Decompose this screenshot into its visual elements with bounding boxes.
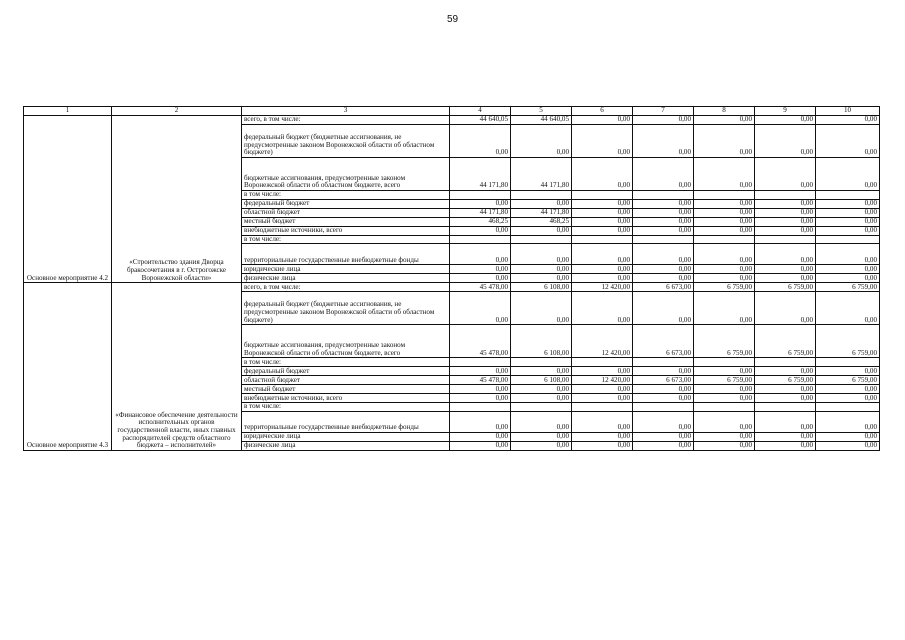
amount-cell-col-6: 0,00	[572, 116, 633, 125]
amount-cell-col-7	[633, 403, 694, 412]
amount-cell-col-5: 0,00	[511, 274, 572, 283]
amount-cell-col-10	[816, 358, 880, 367]
amount-cell-col-4: 0,00	[450, 367, 511, 376]
activity-name-cell: Основное мероприятие 4.2	[24, 116, 112, 283]
column-header-7: 7	[633, 107, 694, 116]
amount-cell-col-4: 0,00	[450, 385, 511, 394]
amount-cell-col-6: 12 420,00	[572, 325, 633, 358]
amount-cell-col-4: 44 640,05	[450, 116, 511, 125]
column-header-6: 6	[572, 107, 633, 116]
amount-cell-col-9: 0,00	[755, 394, 816, 403]
funding-source-cell: территориальные государственные внебюджетные фонды	[242, 244, 450, 265]
activity-title-cell: «Строительство здания Дворца бракосочетания в г. Острогожске Воронежской области»	[112, 116, 242, 283]
amount-cell-col-9	[755, 358, 816, 367]
amount-cell-col-7: 0,00	[633, 226, 694, 235]
column-header-9: 9	[755, 107, 816, 116]
amount-cell-col-7: 0,00	[633, 217, 694, 226]
amount-cell-col-5: 0,00	[511, 367, 572, 376]
amount-cell-col-8: 0,00	[694, 244, 755, 265]
amount-cell-col-4: 44 171,80	[450, 208, 511, 217]
amount-cell-col-9: 0,00	[755, 441, 816, 450]
amount-cell-col-5: 0,00	[511, 199, 572, 208]
amount-cell-col-8: 0,00	[694, 217, 755, 226]
amount-cell-col-5: 44 171,80	[511, 208, 572, 217]
amount-cell-col-5: 468,25	[511, 217, 572, 226]
amount-cell-col-7: 0,00	[633, 441, 694, 450]
amount-cell-col-5	[511, 358, 572, 367]
amount-cell-col-8: 0,00	[694, 274, 755, 283]
amount-cell-col-7: 6 673,00	[633, 325, 694, 358]
amount-cell-col-9: 0,00	[755, 432, 816, 441]
amount-cell-col-10: 0,00	[816, 226, 880, 235]
amount-cell-col-6: 0,00	[572, 265, 633, 274]
amount-cell-col-6: 0,00	[572, 441, 633, 450]
amount-cell-col-4: 45 478,00	[450, 325, 511, 358]
amount-cell-col-10: 0,00	[816, 367, 880, 376]
amount-cell-col-8: 0,00	[694, 394, 755, 403]
amount-cell-col-6: 12 420,00	[572, 376, 633, 385]
amount-cell-col-8: 6 759,00	[694, 325, 755, 358]
amount-cell-col-7: 6 673,00	[633, 376, 694, 385]
amount-cell-col-5: 0,00	[511, 226, 572, 235]
amount-cell-col-4: 0,00	[450, 432, 511, 441]
funding-source-cell: областной бюджет	[242, 208, 450, 217]
amount-cell-col-10: 0,00	[816, 208, 880, 217]
amount-cell-col-9	[755, 191, 816, 200]
amount-cell-col-4: 44 171,80	[450, 158, 511, 191]
amount-cell-col-8: 0,00	[694, 265, 755, 274]
amount-cell-col-10: 0,00	[816, 292, 880, 325]
funding-source-cell: физические лица	[242, 274, 450, 283]
amount-cell-col-5: 6 108,00	[511, 376, 572, 385]
funding-source-cell: юридические лица	[242, 432, 450, 441]
amount-cell-col-5: 0,00	[511, 244, 572, 265]
amount-cell-col-5: 0,00	[511, 385, 572, 394]
column-header-1: 1	[24, 107, 112, 116]
amount-cell-col-7: 0,00	[633, 125, 694, 158]
header-row	[24, 107, 880, 116]
amount-cell-col-10: 0,00	[816, 432, 880, 441]
amount-cell-col-9: 0,00	[755, 367, 816, 376]
amount-cell-col-5	[511, 403, 572, 412]
amount-cell-col-4: 468,25	[450, 217, 511, 226]
funding-source-cell: областной бюджет	[242, 376, 450, 385]
amount-cell-col-4	[450, 358, 511, 367]
amount-cell-col-5: 0,00	[511, 125, 572, 158]
funding-source-cell: в том числе:	[242, 403, 450, 412]
table-row	[24, 116, 880, 125]
column-header-4: 4	[450, 107, 511, 116]
amount-cell-col-7: 0,00	[633, 432, 694, 441]
page-number: 59	[446, 14, 459, 25]
amount-cell-col-6: 0,00	[572, 199, 633, 208]
funding-source-cell: бюджетные ассигнования, предусмотренные законом Воронежской области об областном бюджете, всего	[242, 158, 450, 191]
amount-cell-col-10: 0,00	[816, 441, 880, 450]
amount-cell-col-4: 0,00	[450, 244, 511, 265]
amount-cell-col-9: 6 759,00	[755, 283, 816, 292]
amount-cell-col-7: 0,00	[633, 208, 694, 217]
funding-source-cell: местный бюджет	[242, 217, 450, 226]
amount-cell-col-6: 0,00	[572, 217, 633, 226]
amount-cell-col-9: 0,00	[755, 199, 816, 208]
amount-cell-col-4: 0,00	[450, 292, 511, 325]
amount-cell-col-7: 6 673,00	[633, 283, 694, 292]
amount-cell-col-6: 0,00	[572, 125, 633, 158]
amount-cell-col-5	[511, 191, 572, 200]
amount-cell-col-8: 0,00	[694, 432, 755, 441]
amount-cell-col-10	[816, 235, 880, 244]
amount-cell-col-7: 0,00	[633, 385, 694, 394]
amount-cell-col-10: 0,00	[816, 411, 880, 432]
funding-source-cell: в том числе:	[242, 191, 450, 200]
amount-cell-col-8: 6 759,00	[694, 376, 755, 385]
amount-cell-col-8: 0,00	[694, 199, 755, 208]
amount-cell-col-6: 0,00	[572, 394, 633, 403]
amount-cell-col-6: 12 420,00	[572, 283, 633, 292]
amount-cell-col-8: 0,00	[694, 292, 755, 325]
amount-cell-col-8: 0,00	[694, 226, 755, 235]
amount-cell-col-7	[633, 235, 694, 244]
amount-cell-col-7: 0,00	[633, 265, 694, 274]
amount-cell-col-8: 0,00	[694, 441, 755, 450]
amount-cell-col-7: 0,00	[633, 394, 694, 403]
amount-cell-col-6: 0,00	[572, 292, 633, 325]
column-header-2: 2	[112, 107, 242, 116]
amount-cell-col-7: 0,00	[633, 274, 694, 283]
funding-source-cell: в том числе:	[242, 235, 450, 244]
amount-cell-col-8: 0,00	[694, 116, 755, 125]
amount-cell-col-8	[694, 235, 755, 244]
amount-cell-col-4: 45 478,00	[450, 283, 511, 292]
amount-cell-col-4: 0,00	[450, 199, 511, 208]
amount-cell-col-10: 0,00	[816, 385, 880, 394]
amount-cell-col-5: 0,00	[511, 292, 572, 325]
amount-cell-col-8	[694, 358, 755, 367]
amount-cell-col-8	[694, 191, 755, 200]
activity-title-cell: «Финансовое обеспечение деятельности исполнительных органов государственной власти, иных главных распорядителей средств областного бюджета – исполнителей»	[112, 283, 242, 451]
amount-cell-col-5: 44 171,80	[511, 158, 572, 191]
amount-cell-col-9: 0,00	[755, 158, 816, 191]
amount-cell-col-4: 0,00	[450, 226, 511, 235]
amount-cell-col-9: 0,00	[755, 226, 816, 235]
amount-cell-col-7: 0,00	[633, 116, 694, 125]
amount-cell-col-10: 0,00	[816, 125, 880, 158]
amount-cell-col-9: 0,00	[755, 265, 816, 274]
amount-cell-col-6: 0,00	[572, 244, 633, 265]
amount-cell-col-9: 0,00	[755, 385, 816, 394]
activity-name-cell: Основное мероприятие 4.3	[24, 283, 112, 451]
amount-cell-col-8: 0,00	[694, 125, 755, 158]
funding-source-cell: юридические лица	[242, 265, 450, 274]
amount-cell-col-6	[572, 235, 633, 244]
column-header-10: 10	[816, 107, 880, 116]
amount-cell-col-7: 0,00	[633, 411, 694, 432]
amount-cell-col-5	[511, 235, 572, 244]
amount-cell-col-5: 0,00	[511, 411, 572, 432]
amount-cell-col-7	[633, 191, 694, 200]
amount-cell-col-10: 0,00	[816, 199, 880, 208]
funding-source-cell: федеральный бюджет (бюджетные ассигнования, не предусмотренные законом Воронежской области об областном бюджете)	[242, 125, 450, 158]
amount-cell-col-5: 44 640,05	[511, 116, 572, 125]
amount-cell-col-8: 0,00	[694, 367, 755, 376]
amount-cell-col-7: 0,00	[633, 199, 694, 208]
amount-cell-col-6	[572, 403, 633, 412]
amount-cell-col-10: 0,00	[816, 265, 880, 274]
amount-cell-col-8: 0,00	[694, 411, 755, 432]
amount-cell-col-9: 0,00	[755, 217, 816, 226]
amount-cell-col-6: 0,00	[572, 274, 633, 283]
amount-cell-col-4: 45 478,00	[450, 376, 511, 385]
amount-cell-col-10	[816, 191, 880, 200]
amount-cell-col-10	[816, 403, 880, 412]
funding-source-cell: внебюджетные источники, всего	[242, 394, 450, 403]
amount-cell-col-10: 6 759,00	[816, 325, 880, 358]
amount-cell-col-4: 0,00	[450, 274, 511, 283]
amount-cell-col-9: 0,00	[755, 244, 816, 265]
amount-cell-col-8: 6 759,00	[694, 283, 755, 292]
amount-cell-col-5: 0,00	[511, 394, 572, 403]
table-row	[24, 283, 880, 292]
amount-cell-col-4: 0,00	[450, 265, 511, 274]
amount-cell-col-10: 6 759,00	[816, 283, 880, 292]
amount-cell-col-5: 0,00	[511, 432, 572, 441]
budget-table	[23, 106, 880, 451]
amount-cell-col-7: 0,00	[633, 292, 694, 325]
amount-cell-col-9: 0,00	[755, 274, 816, 283]
amount-cell-col-6: 0,00	[572, 208, 633, 217]
amount-cell-col-9: 0,00	[755, 116, 816, 125]
funding-source-cell: местный бюджет	[242, 385, 450, 394]
funding-source-cell: бюджетные ассигнования, предусмотренные законом Воронежской области об областном бюджете, всего	[242, 325, 450, 358]
amount-cell-col-5: 6 108,00	[511, 325, 572, 358]
amount-cell-col-4: 0,00	[450, 394, 511, 403]
amount-cell-col-6: 0,00	[572, 158, 633, 191]
amount-cell-col-8: 0,00	[694, 158, 755, 191]
amount-cell-col-6: 0,00	[572, 367, 633, 376]
funding-source-cell: внебюджетные источники, всего	[242, 226, 450, 235]
amount-cell-col-10: 6 759,00	[816, 376, 880, 385]
funding-source-cell: физические лица	[242, 441, 450, 450]
amount-cell-col-9: 6 759,00	[755, 376, 816, 385]
amount-cell-col-8: 0,00	[694, 385, 755, 394]
amount-cell-col-5: 6 108,00	[511, 283, 572, 292]
amount-cell-col-6: 0,00	[572, 226, 633, 235]
amount-cell-col-4	[450, 235, 511, 244]
funding-source-cell: всего, в том числе:	[242, 116, 450, 125]
amount-cell-col-4: 0,00	[450, 125, 511, 158]
amount-cell-col-9: 0,00	[755, 292, 816, 325]
amount-cell-col-7: 0,00	[633, 158, 694, 191]
amount-cell-col-10: 0,00	[816, 274, 880, 283]
amount-cell-col-9	[755, 403, 816, 412]
amount-cell-col-6: 0,00	[572, 432, 633, 441]
column-header-3: 3	[242, 107, 450, 116]
amount-cell-col-4	[450, 403, 511, 412]
amount-cell-col-5: 0,00	[511, 265, 572, 274]
amount-cell-col-4: 0,00	[450, 441, 511, 450]
funding-source-cell: федеральный бюджет	[242, 367, 450, 376]
funding-source-cell: в том числе:	[242, 358, 450, 367]
amount-cell-col-9: 0,00	[755, 208, 816, 217]
amount-cell-col-6: 0,00	[572, 411, 633, 432]
amount-cell-col-7	[633, 358, 694, 367]
amount-cell-col-4: 0,00	[450, 411, 511, 432]
amount-cell-col-6: 0,00	[572, 385, 633, 394]
amount-cell-col-10: 0,00	[816, 217, 880, 226]
funding-source-cell: территориальные государственные внебюджетные фонды	[242, 411, 450, 432]
amount-cell-col-6	[572, 358, 633, 367]
column-header-5: 5	[511, 107, 572, 116]
amount-cell-col-10: 0,00	[816, 244, 880, 265]
amount-cell-col-7: 0,00	[633, 244, 694, 265]
funding-source-cell: всего, в том числе:	[242, 283, 450, 292]
amount-cell-col-10: 0,00	[816, 116, 880, 125]
amount-cell-col-8: 0,00	[694, 208, 755, 217]
amount-cell-col-6	[572, 191, 633, 200]
amount-cell-col-10: 0,00	[816, 158, 880, 191]
amount-cell-col-5: 0,00	[511, 441, 572, 450]
amount-cell-col-9: 0,00	[755, 125, 816, 158]
amount-cell-col-9: 6 759,00	[755, 325, 816, 358]
amount-cell-col-10: 0,00	[816, 394, 880, 403]
amount-cell-col-7: 0,00	[633, 367, 694, 376]
amount-cell-col-9: 0,00	[755, 411, 816, 432]
amount-cell-col-9	[755, 235, 816, 244]
amount-cell-col-4	[450, 191, 511, 200]
funding-source-cell: федеральный бюджет	[242, 199, 450, 208]
funding-source-cell: федеральный бюджет (бюджетные ассигнования, не предусмотренные законом Воронежской области об областном бюджете)	[242, 292, 450, 325]
column-header-8: 8	[694, 107, 755, 116]
amount-cell-col-8	[694, 403, 755, 412]
table-body	[24, 116, 880, 451]
